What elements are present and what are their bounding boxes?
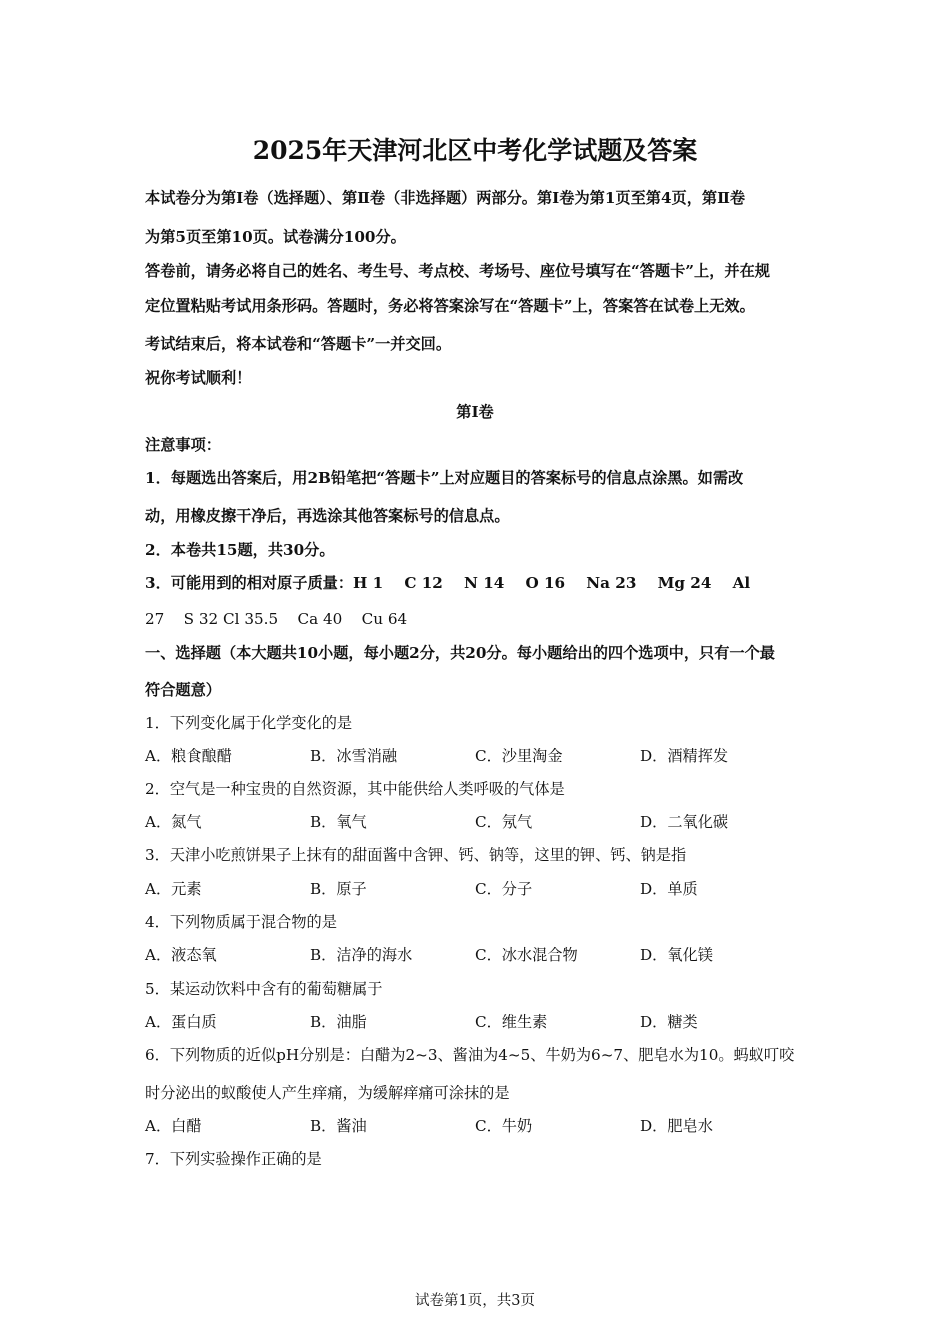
intro-line: 祝你考试顺利！ — [145, 369, 252, 387]
note-line: 27 S 32 Cl 35.5 Ca 40 Cu 64 — [145, 610, 408, 628]
question-option: D．氧化镁 — [640, 946, 713, 964]
question-option: B．油脂 — [310, 1013, 367, 1031]
note-line: 3．可能用到的相对原子质量：H 1 C 12 N 14 O 16 Na 23 Mg 24 Al — [145, 574, 751, 592]
intro-line: 定位置粘贴考试用条形码。答题时，务必将答案涂写在“答题卡”上，答案答在试卷上无效。 — [145, 297, 755, 315]
question-option: B．酱油 — [310, 1117, 367, 1135]
question-option: C．分子 — [475, 880, 533, 898]
question-option: C．氖气 — [475, 813, 533, 831]
part-heading: 一、选择题（本大题共10小题，每小题2分，共20分。每小题给出的四个选项中，只有一个最 — [145, 644, 775, 662]
question-option: C．维生素 — [475, 1013, 548, 1031]
intro-line: 考试结束后，将本试卷和“答题卡”一并交回。 — [145, 335, 452, 353]
question-stem: 6．下列物质的近似pH分别是：白醋为2~3、酱油为4~5、牛奶为6~7、肥皂水为10。蚂蚁叮咬 — [145, 1046, 795, 1064]
question-option: A．粮食酿醋 — [145, 747, 232, 765]
note-line: 动，用橡皮擦干净后，再选涂其他答案标号的信息点。 — [145, 507, 510, 525]
question-stem: 7．下列实验操作正确的是 — [145, 1150, 322, 1168]
question-option: A．液态氧 — [145, 946, 217, 964]
question-option: A．白醋 — [145, 1117, 202, 1135]
question-option: D．二氧化碳 — [640, 813, 729, 831]
question-option: C．沙里淘金 — [475, 747, 563, 765]
part-heading: 符合题意） — [145, 681, 221, 699]
question-stem: 5．某运动饮料中含有的葡萄糖属于 — [145, 980, 383, 998]
intro-line: 本试卷分为第Ⅰ卷（选择题）、第Ⅱ卷（非选择题）两部分。第Ⅰ卷为第1页至第4页，第Ⅱ卷 — [145, 189, 746, 207]
question-option: B．氧气 — [310, 813, 367, 831]
intro-line: 答卷前，请务必将自己的姓名、考生号、考点校、考场号、座位号填写在“答题卡”上，并在规 — [145, 262, 770, 280]
question-option: A．氮气 — [145, 813, 202, 831]
question-stem: 2．空气是一种宝贵的自然资源，其中能供给人类呼吸的气体是 — [145, 780, 565, 798]
question-option: D．糖类 — [640, 1013, 698, 1031]
question-option: C．冰水混合物 — [475, 946, 578, 964]
intro-line: 为第5页至第10页。试卷满分100分。 — [145, 228, 406, 246]
question-stem: 1．下列变化属于化学变化的是 — [145, 714, 353, 732]
note-line: 2．本卷共15题，共30分。 — [145, 541, 335, 559]
question-option: B．洁净的海水 — [310, 946, 413, 964]
question-stem: 时分泌出的蚁酸使人产生痒痛，为缓解痒痛可涂抹的是 — [145, 1084, 510, 1102]
question-option: D．酒精挥发 — [640, 747, 729, 765]
note-line: 1．每题选出答案后，用2B铅笔把“答题卡”上对应题目的答案标号的信息点涂黑。如需改 — [145, 469, 744, 487]
question-option: B．原子 — [310, 880, 367, 898]
question-option: D．单质 — [640, 880, 698, 898]
question-stem: 4．下列物质属于混合物的是 — [145, 913, 337, 931]
question-stem: 3．天津小吃煎饼果子上抹有的甜面酱中含钾、钙、钠等，这里的钾、钙、钠是指 — [145, 846, 687, 864]
question-option: D．肥皂水 — [640, 1117, 713, 1135]
notes-heading: 注意事项： — [145, 436, 221, 454]
question-option: C．牛奶 — [475, 1117, 533, 1135]
document-title: 2025年天津河北区中考化学试题及答案 — [252, 136, 698, 165]
question-option: A．元素 — [145, 880, 202, 898]
question-option: A．蛋白质 — [145, 1013, 217, 1031]
page-footer: 试卷第1页，共3页 — [415, 1293, 535, 1309]
question-option: B．冰雪消融 — [310, 747, 398, 765]
section-title: 第Ⅰ卷 — [456, 403, 494, 421]
